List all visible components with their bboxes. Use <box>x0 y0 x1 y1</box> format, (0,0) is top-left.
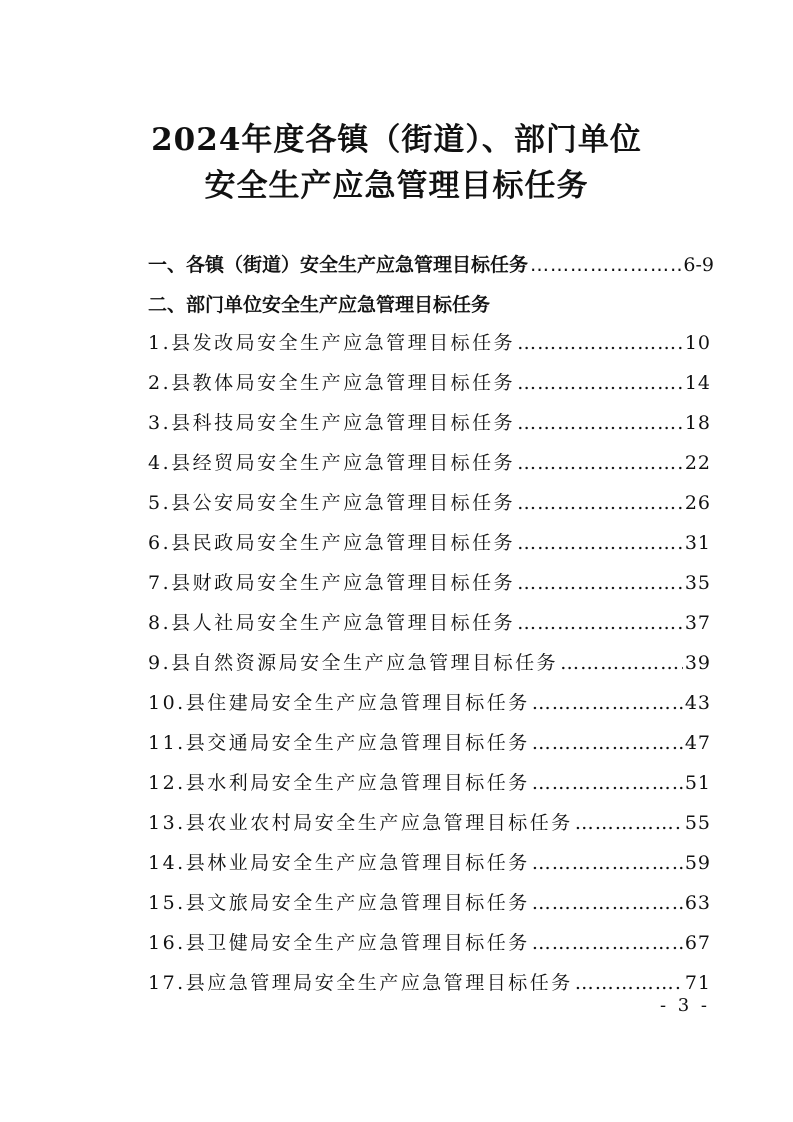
toc-entry[interactable] <box>148 488 711 515</box>
toc-entry[interactable] <box>148 568 711 595</box>
toc-entry-page: 63 <box>684 892 711 914</box>
toc-entry-label: 15.县文旅局安全生产应急管理目标任务 <box>148 892 530 914</box>
page-number: - 3 - <box>659 995 710 1016</box>
toc-entry-page: 10 <box>684 332 711 354</box>
toc-entry-label: 14.县林业局安全生产应急管理目标任务 <box>148 852 530 874</box>
toc-section-label: 一、各镇（街道）安全生产应急管理目标任务 <box>148 254 529 276</box>
toc-entry[interactable] <box>148 648 711 675</box>
toc-entry-label: 2.县教体局安全生产应急管理目标任务 <box>148 372 516 394</box>
toc-entry[interactable] <box>148 728 711 755</box>
toc-entry-page: 37 <box>684 612 711 634</box>
toc-entry-page: 51 <box>684 772 711 794</box>
toc-entry-label: 16.县卫健局安全生产应急管理目标任务 <box>148 932 530 954</box>
dot-leader <box>517 412 683 434</box>
dot-leader <box>517 492 683 514</box>
toc-entry-page: 43 <box>684 692 711 714</box>
toc-entry-label: 6.县民政局安全生产应急管理目标任务 <box>148 532 516 554</box>
toc-entry-page: 35 <box>684 572 711 594</box>
toc-entry-page: 47 <box>684 732 711 754</box>
toc-section-2 <box>148 290 714 317</box>
toc-entry-label: 1.县发改局安全生产应急管理目标任务 <box>148 332 516 354</box>
toc-entry-label: 8.县人社局安全生产应急管理目标任务 <box>148 612 516 634</box>
toc-entry-label: 13.县农业农村局安全生产应急管理目标任务 <box>148 812 573 834</box>
dot-leader <box>532 772 683 794</box>
toc-entry-page: 31 <box>684 532 711 554</box>
toc-entry[interactable] <box>148 808 711 835</box>
toc-entry[interactable] <box>148 328 711 355</box>
toc-entry-label: 11.县交通局安全生产应急管理目标任务 <box>148 732 530 754</box>
toc-entry-label: 10.县住建局安全生产应急管理目标任务 <box>148 692 530 714</box>
toc-entry[interactable] <box>148 608 711 635</box>
dot-leader <box>517 332 683 354</box>
toc-entry-label: 4.县经贸局安全生产应急管理目标任务 <box>148 452 516 474</box>
toc-entry-page: 71 <box>684 972 711 994</box>
toc-entry-label: 3.县科技局安全生产应急管理目标任务 <box>148 412 516 434</box>
toc-entry-page: 14 <box>684 372 711 394</box>
toc-entry-page: 59 <box>684 852 711 874</box>
toc-entry-page: 55 <box>684 812 711 834</box>
toc-entry[interactable] <box>148 848 711 875</box>
toc-section-1[interactable] <box>148 250 714 277</box>
toc-entry[interactable] <box>148 368 711 395</box>
toc-entry-label: 5.县公安局安全生产应急管理目标任务 <box>148 492 516 514</box>
dot-leader <box>532 932 683 954</box>
toc-entry-label: 7.县财政局安全生产应急管理目标任务 <box>148 572 516 594</box>
toc-section-label: 二、部门单位安全生产应急管理目标任务 <box>148 294 491 316</box>
dot-leader <box>575 812 683 834</box>
toc-entry[interactable] <box>148 408 711 435</box>
dot-leader <box>517 612 683 634</box>
dot-leader <box>517 572 683 594</box>
dot-leader <box>517 532 683 554</box>
toc-entry-label: 9.县自然资源局安全生产应急管理目标任务 <box>148 652 559 674</box>
document-title-line-2: 安全生产应急管理目标任务 <box>204 168 589 204</box>
dot-leader <box>532 732 683 754</box>
document-title-line-1: 2024年度各镇（街道）、部门单位 <box>151 122 642 158</box>
toc-section-page: 6-9 <box>683 254 714 276</box>
dot-leader <box>560 652 683 674</box>
toc-entry-label: 12.县水利局安全生产应急管理目标任务 <box>148 772 530 794</box>
toc-entry-page: 22 <box>684 452 711 474</box>
dot-leader <box>517 372 683 394</box>
toc-entry[interactable] <box>148 448 711 475</box>
dot-leader <box>517 452 683 474</box>
dot-leader <box>575 972 683 994</box>
toc-entry[interactable] <box>148 928 711 955</box>
dot-leader <box>530 254 681 276</box>
toc-entry[interactable] <box>148 888 711 915</box>
toc-entry[interactable] <box>148 528 711 555</box>
toc-entry[interactable] <box>148 688 711 715</box>
toc-entry-page: 39 <box>684 652 711 674</box>
dot-leader <box>532 892 683 914</box>
toc-entry-page: 67 <box>684 932 711 954</box>
dot-leader <box>532 852 683 874</box>
toc-entry[interactable] <box>148 768 711 795</box>
toc-entry-page: 18 <box>684 412 711 434</box>
toc-entry-label: 17.县应急管理局安全生产应急管理目标任务 <box>148 972 573 994</box>
toc-entry[interactable] <box>148 968 711 995</box>
toc-entry-page: 26 <box>684 492 711 514</box>
dot-leader <box>532 692 683 714</box>
